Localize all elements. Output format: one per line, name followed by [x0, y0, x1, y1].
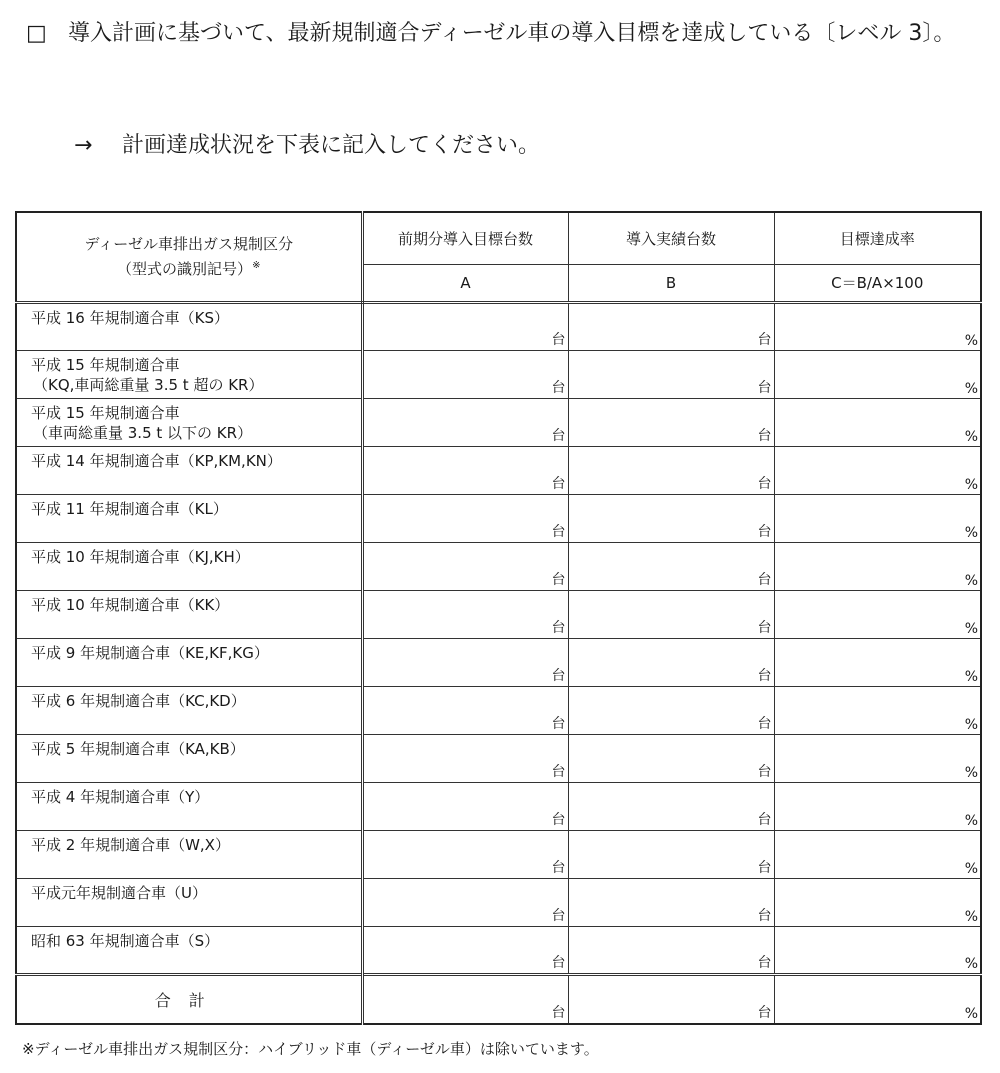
count-unit: 台 [551, 619, 566, 636]
percent-unit: % [964, 476, 978, 493]
total-actual-cell[interactable] [568, 974, 774, 1024]
count-unit: 台 [757, 667, 772, 684]
table-row [16, 590, 981, 638]
count-unit: 台 [757, 954, 772, 971]
percent-unit: % [964, 955, 978, 972]
table-row [16, 926, 981, 974]
target-count-cell[interactable] [362, 398, 568, 446]
row-label-line1: 平成 15 年規制適合車 [31, 355, 180, 374]
count-unit: 台 [551, 475, 566, 492]
row-label [16, 926, 362, 974]
percent-unit: % [964, 812, 978, 829]
percent-unit: % [964, 524, 978, 541]
actual-count-cell[interactable] [568, 542, 774, 590]
achievement-rate-cell[interactable] [774, 878, 981, 926]
header-col-b: 導入実績台数 [568, 212, 774, 264]
percent-unit: % [964, 380, 978, 397]
count-unit: 台 [551, 859, 566, 876]
achievement-rate-cell[interactable] [774, 542, 981, 590]
count-unit: 台 [551, 523, 566, 540]
table-row [16, 686, 981, 734]
achievement-table [15, 211, 982, 1025]
count-unit: 台 [551, 379, 566, 396]
count-unit: 台 [757, 523, 772, 540]
count-unit: 台 [551, 907, 566, 924]
percent-unit: % [964, 572, 978, 589]
actual-count-cell[interactable] [568, 638, 774, 686]
count-unit: 台 [757, 1005, 772, 1021]
row-label [16, 638, 362, 686]
achievement-rate-cell[interactable] [774, 926, 981, 974]
actual-count-cell[interactable] [568, 446, 774, 494]
actual-count-cell[interactable] [568, 590, 774, 638]
row-label [16, 350, 362, 398]
table-row [16, 878, 981, 926]
checklist-item-text: 導入計画に基づいて、最新規制適合ディーゼル車の導入目標を達成している〔レベル 3〕。 [68, 21, 956, 46]
row-label-line2: （KQ,車両総重量 3.5 t 超の KR） [33, 375, 264, 394]
percent-unit: % [964, 668, 978, 685]
percent-unit: % [964, 1006, 978, 1022]
header-col-a-sub: A [362, 264, 568, 302]
actual-count-cell[interactable] [568, 494, 774, 542]
count-unit: 台 [757, 379, 772, 396]
table-row [16, 734, 981, 782]
table-row [16, 638, 981, 686]
target-count-cell[interactable] [362, 494, 568, 542]
table-row [16, 542, 981, 590]
row-label [16, 782, 362, 830]
actual-count-cell[interactable] [568, 734, 774, 782]
row-label [16, 446, 362, 494]
count-unit: 台 [551, 571, 566, 588]
target-count-cell[interactable] [362, 446, 568, 494]
actual-count-cell[interactable] [568, 878, 774, 926]
actual-count-cell[interactable] [568, 782, 774, 830]
row-label [16, 734, 362, 782]
count-unit: 台 [551, 715, 566, 732]
row-label [16, 590, 362, 638]
target-count-cell[interactable] [362, 590, 568, 638]
checkbox[interactable]: □ [26, 21, 47, 46]
table-row [16, 782, 981, 830]
count-unit: 台 [757, 475, 772, 492]
actual-count-cell[interactable] [568, 686, 774, 734]
header-col-a: 前期分導入目標台数 [362, 212, 568, 264]
count-unit: 台 [551, 427, 566, 444]
count-unit: 台 [551, 811, 566, 828]
achievement-rate-cell[interactable] [774, 494, 981, 542]
header-col-b-sub: B [568, 264, 774, 302]
count-unit: 台 [551, 954, 566, 971]
row-label-line1: 平成 14 年規制適合車（KP,KM,KN） [31, 451, 282, 470]
target-count-cell[interactable] [362, 350, 568, 398]
table-row [16, 398, 981, 446]
count-unit: 台 [551, 331, 566, 348]
achievement-rate-cell[interactable] [774, 782, 981, 830]
table-row [16, 446, 981, 494]
row-label-line1: 平成 9 年規制適合車（KE,KF,KG） [31, 643, 269, 662]
row-label [16, 302, 362, 350]
table-row [16, 350, 981, 398]
percent-unit: % [964, 764, 978, 781]
arrow-icon: → [74, 133, 93, 158]
instruction [74, 130, 540, 162]
percent-unit: % [964, 716, 978, 733]
row-label [16, 878, 362, 926]
achievement-rate-cell[interactable] [774, 638, 981, 686]
row-label-line1: 平成 10 年規制適合車（KJ,KH） [31, 547, 250, 566]
count-unit: 台 [757, 907, 772, 924]
percent-unit: % [964, 428, 978, 445]
header-col-c: 目標達成率 [774, 212, 981, 264]
row-label-line1: 平成 6 年規制適合車（KC,KD） [31, 691, 246, 710]
count-unit: 台 [757, 571, 772, 588]
total-label: 合計 [16, 974, 362, 1024]
achievement-rate-cell[interactable] [774, 590, 981, 638]
count-unit: 台 [757, 427, 772, 444]
actual-count-cell[interactable] [568, 830, 774, 878]
count-unit: 台 [757, 763, 772, 780]
row-label [16, 686, 362, 734]
row-label [16, 542, 362, 590]
target-count-cell[interactable] [362, 926, 568, 974]
row-label-line1: 昭和 63 年規制適合車（S） [31, 931, 220, 950]
table-row [16, 494, 981, 542]
row-label-line2: （車両総重量 3.5 t 以下の KR） [33, 423, 253, 442]
total-row [16, 974, 981, 1024]
achievement-rate-cell[interactable] [774, 830, 981, 878]
target-count-cell[interactable] [362, 638, 568, 686]
target-count-cell[interactable] [362, 734, 568, 782]
percent-unit: % [964, 332, 978, 349]
count-unit: 台 [757, 331, 772, 348]
row-label-line1: 平成 15 年規制適合車 [31, 403, 180, 422]
count-unit: 台 [757, 715, 772, 732]
row-label [16, 830, 362, 878]
target-count-cell[interactable] [362, 302, 568, 350]
row-label-line1: 平成 2 年規制適合車（W,X） [31, 835, 230, 854]
count-unit: 台 [551, 667, 566, 684]
count-unit: 台 [757, 859, 772, 876]
actual-count-cell[interactable] [568, 350, 774, 398]
header-category-line2: （型式の識別記号） [117, 260, 253, 279]
achievement-rate-cell[interactable] [774, 734, 981, 782]
count-unit: 台 [551, 763, 566, 780]
header-category-note: ※ [252, 260, 261, 272]
row-label [16, 494, 362, 542]
percent-unit: % [964, 860, 978, 877]
achievement-rate-cell[interactable] [774, 302, 981, 350]
achievement-rate-cell[interactable] [774, 398, 981, 446]
actual-count-cell[interactable] [568, 398, 774, 446]
row-label-line1: 平成 16 年規制適合車（KS） [31, 308, 229, 327]
percent-unit: % [964, 620, 978, 637]
instruction-text: 計画達成状況を下表に記入してください。 [122, 133, 541, 158]
actual-count-cell[interactable] [568, 302, 774, 350]
table-row [16, 830, 981, 878]
target-count-cell[interactable] [362, 830, 568, 878]
count-unit: 台 [551, 1005, 566, 1021]
target-count-cell[interactable] [362, 686, 568, 734]
row-label-line1: 平成 10 年規制適合車（KK） [31, 595, 230, 614]
header-col-c-sub: C＝B/A×100 [774, 264, 981, 302]
table-row [16, 302, 981, 350]
target-count-cell[interactable] [362, 878, 568, 926]
row-label-line1: 平成 4 年規制適合車（Y） [31, 787, 210, 806]
target-count-cell[interactable] [362, 542, 568, 590]
achievement-rate-cell[interactable] [774, 686, 981, 734]
header-category-line1: ディーゼル車排出ガス規制区分 [84, 235, 293, 254]
row-label [16, 398, 362, 446]
total-rate-cell[interactable] [774, 974, 981, 1024]
target-count-cell[interactable] [362, 782, 568, 830]
row-label-line1: 平成元年規制適合車（U） [31, 883, 207, 902]
checklist-item [26, 16, 986, 52]
header-category [16, 212, 362, 302]
count-unit: 台 [757, 811, 772, 828]
percent-unit: % [964, 908, 978, 925]
total-target-cell[interactable] [362, 974, 568, 1024]
row-label-line1: 平成 5 年規制適合車（KA,KB） [31, 739, 245, 758]
count-unit: 台 [757, 619, 772, 636]
row-label-line1: 平成 11 年規制適合車（KL） [31, 499, 228, 518]
footnote: ※ディーゼル車排出ガス規制区分：ハイブリッド車（ディーゼル車）は除いています。 [22, 1040, 599, 1058]
achievement-rate-cell[interactable] [774, 446, 981, 494]
achievement-rate-cell[interactable] [774, 350, 981, 398]
actual-count-cell[interactable] [568, 926, 774, 974]
